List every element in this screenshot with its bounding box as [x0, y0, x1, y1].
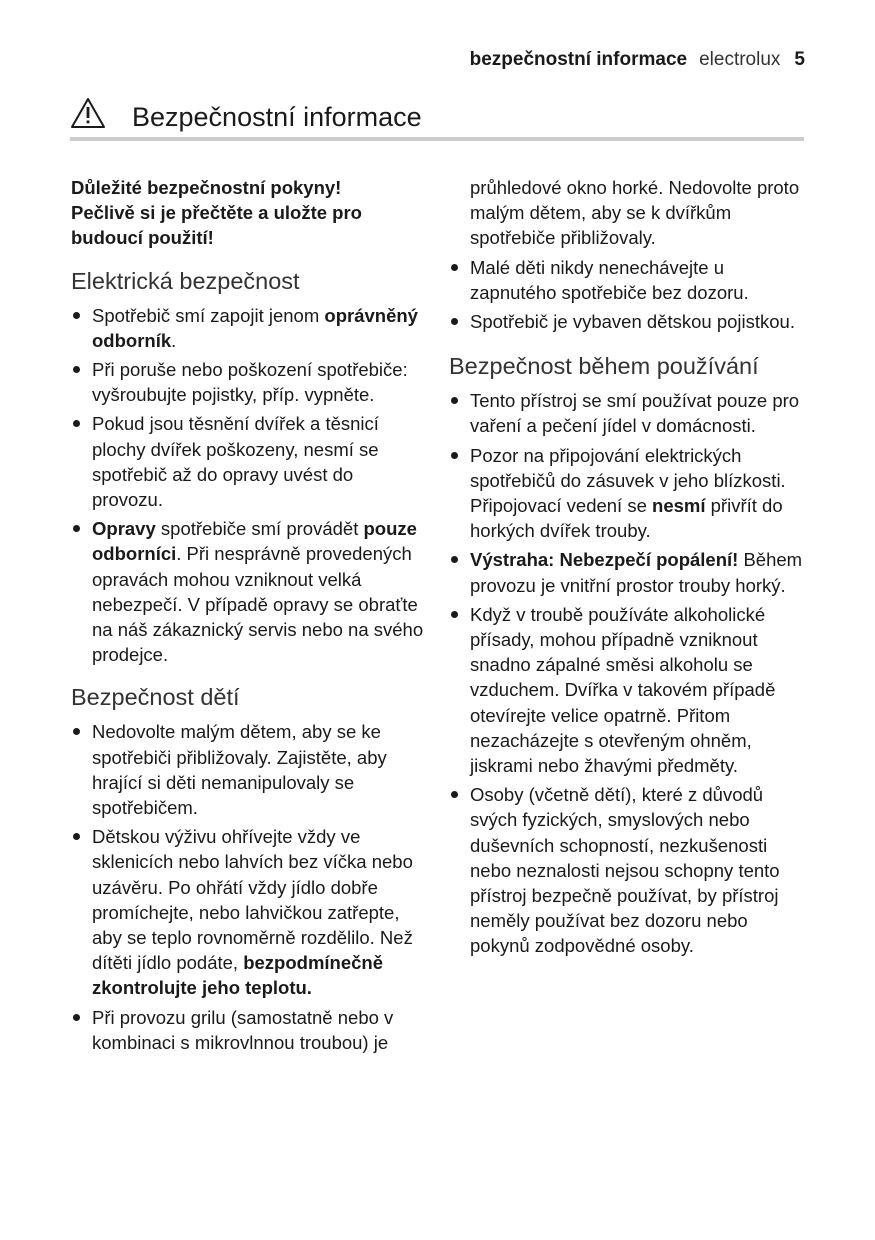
electrical-b1-end: . [171, 329, 177, 351]
children-b2-bold: bezpodmínečně zkontrolujte jeho teplotu. [92, 952, 384, 999]
list-item [449, 547, 809, 597]
electrical-b4-bold1: Opravy [92, 518, 156, 540]
chapter-heading [70, 95, 804, 141]
list-item [71, 824, 429, 1000]
list-item [71, 303, 429, 353]
list-item: Malé děti nikdy nenechávejte u zapnutého spotřebiče bez dozoru. [449, 255, 809, 305]
right-column [449, 175, 809, 963]
list-item: Osoby (včetně dětí), které z důvodů svých fyzických, smyslových nebo duševních schopností, nezkušenosti nebo neznalosti nejsou schopny tento přístroj bezpečně používat, by přístroj neměly používat bez dozoru nebo pokynů zodpovědné osoby. [449, 782, 809, 958]
list-item: Když v troubě používáte alkoholické přísady, mohou případně vzniknout snadno zápalné směsi alkoholu se vzduchem. Dvířka v takovém případě otevírejte velice opatrně. Přitom nezacházejte s otevřeným ohněm, jiskrami nebo žhavými předměty. [449, 602, 809, 778]
intro-line-1: Důležité bezpečnostní pokyny! [71, 177, 342, 198]
list-item: Pokud jsou těsnění dvířek a těsnicí plochy dvířek poškozeny, nesmí se spotřebič až do opravy uvést do provozu. [71, 411, 429, 512]
list-item [71, 516, 429, 667]
list-item: Nedovolte malým dětem, aby se ke spotřebiči přibližovaly. Zajistěte, aby hrající si děti nemanipulovaly se spotřebičem. [71, 719, 429, 820]
chapter-title: Bezpečnostní informace [132, 102, 422, 132]
list-item: Tento přístroj se smí používat pouze pro vaření a pečení jídel v domácnosti. [449, 388, 809, 438]
section-heading-children: Bezpečnost dětí [71, 684, 240, 711]
section-heading-electrical: Elektrická bezpečnost [71, 267, 300, 294]
electrical-b4-bold2: pouze odborníci [92, 518, 417, 565]
electrical-b1-text: Spotřebič smí zapojit jenom [92, 304, 325, 326]
children-list [71, 719, 429, 1055]
usage-b2-bold: nesmí [652, 495, 706, 517]
warning-triangle-icon [70, 97, 106, 129]
list-item: Při provozu grilu (samostatně nebo v kombinaci s mikrovlnnou troubou) je [71, 1005, 429, 1055]
usage-list [449, 388, 809, 958]
intro-line-3: budoucí použití! [71, 227, 214, 249]
electrical-b1-bold: oprávněný odborník [92, 304, 418, 351]
usage-b3-bold: Výstraha: Nebezpečí popálení! [470, 549, 739, 571]
page-number: 5 [794, 49, 805, 70]
running-head [470, 48, 805, 72]
usage-b2-end: přivřít do horkých dvířek trouby. [470, 495, 783, 542]
list-item [449, 443, 809, 544]
intro-line-2: Pečlivě si je přečtěte a uložte pro [71, 202, 362, 224]
left-column [71, 175, 429, 1059]
electrical-b4-text2: . Při nesprávně provedených opravách mohou vzniknout velká nebezpečí. V případě opravy se obraťte na náš zákaznický servis nebo na svého prodejce. [92, 543, 424, 666]
usage-b3-text: Během provozu je vnitřní prostor trouby horký. [470, 549, 803, 596]
header-section-title: bezpečnostní informace [469, 49, 688, 70]
children-list-continued [449, 175, 809, 334]
children-b2-text: Dětskou výživu ohřívejte vždy ve sklenicích nebo lahvích bez víčka nebo uzávěru. Po ohřátí vždy jídlo dobře promíchejte, nebo lahvičkou zatřepte, aby se teplo rovnoměrně rozdělilo. Než dítěti jídlo podáte, [92, 826, 413, 974]
usage-b2-text: Pozor na připojování elektrických spotřebičů do zásuvek v jeho blízkosti. Připojovací vedení se [470, 444, 786, 517]
electrical-b4-text1: spotřebiče smí provádět [155, 518, 364, 540]
list-item: Spotřebič je vybaven dětskou pojistkou. [449, 309, 809, 334]
section-heading-usage: Bezpečnost během používání [449, 353, 759, 380]
intro-warning [71, 175, 429, 251]
electrical-list [71, 303, 429, 668]
list-item-continuation: průhledové okno horké. Nedovolte proto malým dětem, aby se k dvířkům spotřebiče přibližovaly. [470, 177, 800, 249]
list-item: Při poruše nebo poškození spotřebiče: vyšroubujte pojistky, příp. vypněte. [71, 357, 429, 407]
header-brand: electrolux [699, 49, 781, 70]
